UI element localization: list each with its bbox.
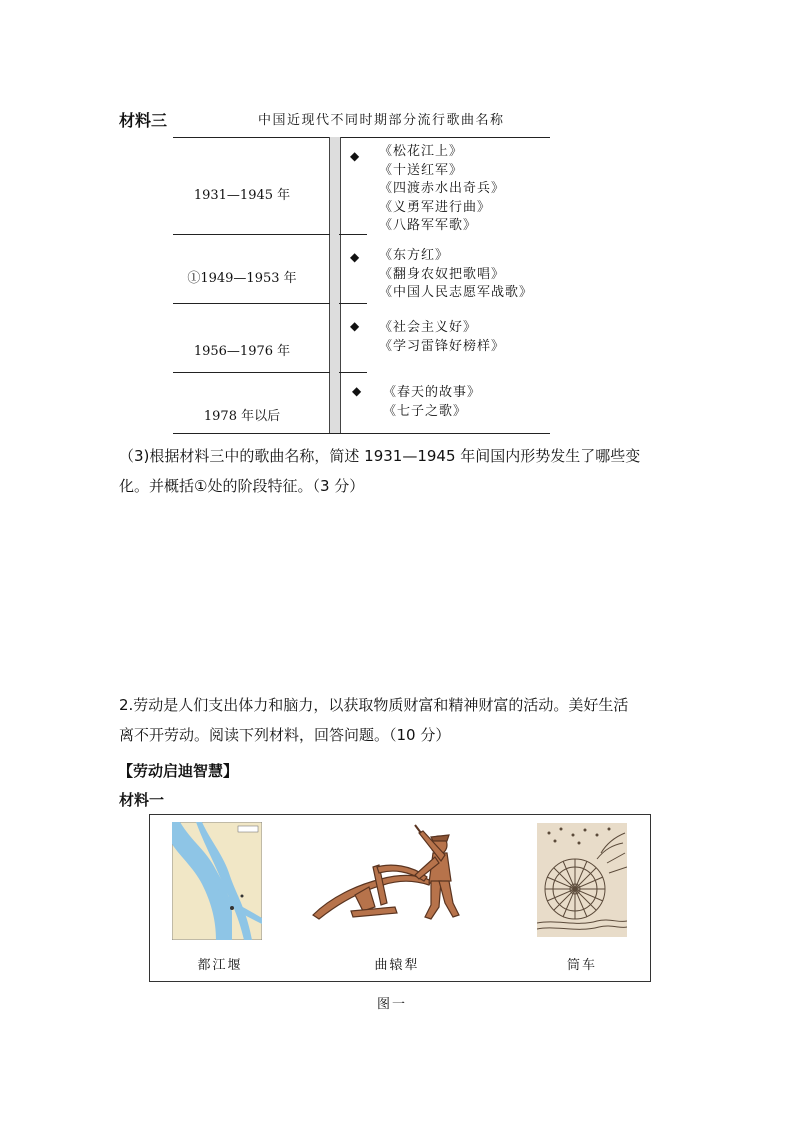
material3-label: 材料三: [119, 111, 168, 130]
song-title: 《学习雷锋好榜样》: [379, 338, 506, 354]
song-title: 《松花江上》: [379, 144, 464, 159]
song-title: 《八路军军歌》: [379, 218, 478, 233]
period-label: ①1949—1953 年: [187, 271, 297, 286]
row-divider-right: [339, 372, 367, 373]
song-list: [379, 247, 533, 303]
song-title: 《中国人民志愿军战歌》: [379, 285, 534, 300]
question-line: 化。并概括①处的阶段特征。（3 分）: [119, 477, 365, 495]
table-top-rule: [173, 137, 550, 138]
timeline-bar: [329, 137, 341, 433]
figure-item-caption: 都江堰: [197, 958, 243, 973]
song-title: 《社会主义好》: [379, 320, 478, 335]
period-label: 1956—1976 年: [193, 344, 291, 359]
question-3: [119, 441, 689, 501]
diamond-bullet-icon: ◆: [350, 319, 360, 333]
song-list: [379, 143, 505, 236]
row-divider-left: [173, 372, 330, 373]
song-title: 《十送红军》: [379, 162, 464, 178]
question-line: 2.劳动是人们支出体力和脑力，以获取物质财富和精神财富的活动。美好生活: [119, 696, 629, 714]
song-title: 《义勇军进行曲》: [379, 199, 492, 215]
row-divider-right: [339, 234, 367, 235]
song-title: 《七子之歌》: [383, 403, 468, 419]
section-heading: 【劳动启迪智慧】: [118, 762, 239, 780]
row-divider-left: [173, 234, 330, 235]
curved-shaft-plow-image: [311, 823, 467, 923]
dujiangyan-map-image: [172, 822, 262, 940]
row-divider-right: [339, 303, 367, 304]
question-2: [119, 690, 689, 750]
material1-label: 材料一: [119, 791, 165, 809]
figure-caption: 图一: [376, 997, 407, 1012]
figure-item-caption: 筒车: [566, 958, 597, 973]
diamond-bullet-icon: ◆: [350, 250, 360, 264]
table-bottom-rule: [173, 433, 550, 434]
song-title: 《四渡赤水出奇兵》: [379, 181, 506, 196]
song-title: 《春天的故事》: [383, 385, 482, 400]
song-list: [383, 384, 481, 421]
diamond-bullet-icon: ◆: [352, 384, 362, 398]
diamond-bullet-icon: ◆: [350, 149, 360, 163]
period-label: 1931—1945 年: [193, 188, 291, 203]
row-divider-left: [173, 303, 330, 304]
song-title: 《东方红》: [379, 248, 450, 263]
question-line: （3)根据材料三中的歌曲名称，简述 1931—1945 年间国内形势发生了哪些变: [119, 447, 641, 465]
figure-1-box: [149, 814, 651, 982]
song-list: [379, 319, 505, 356]
question-line: 离不开劳动。阅读下列材料，回答问题。（10 分）: [119, 726, 451, 744]
period-label: 1978 年以后: [203, 409, 281, 424]
water-wheel-image: [537, 823, 627, 937]
figure-item-caption: 曲辕犁: [374, 958, 420, 973]
song-title: 《翻身农奴把歌唱》: [379, 266, 506, 282]
table-title: 中国近现代不同时期部分流行歌曲名称: [258, 113, 505, 128]
